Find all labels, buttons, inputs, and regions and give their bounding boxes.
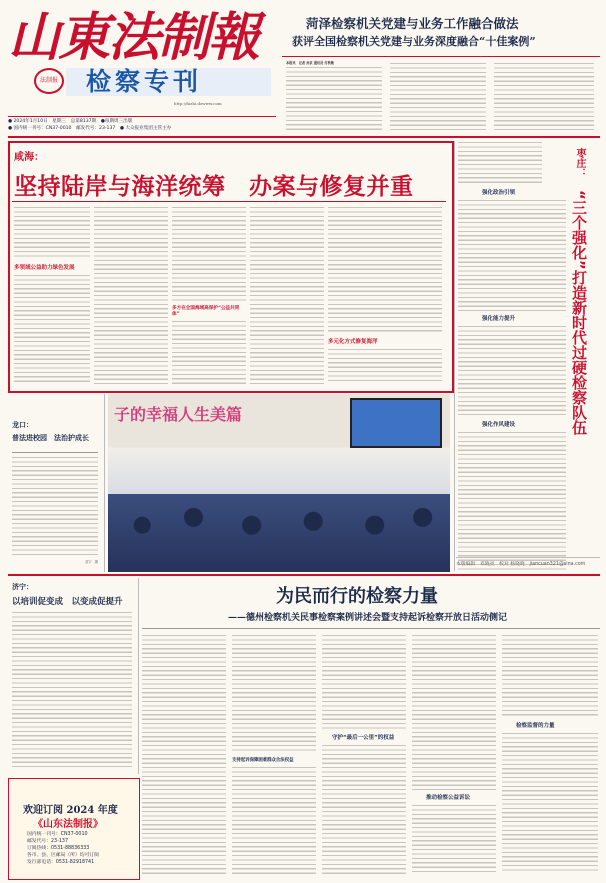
photo-caption-text [12, 456, 98, 556]
right-col-main [458, 188, 566, 558]
feature-sub-2: 守护“最后一公里”的权益 [332, 735, 395, 741]
commentary-col-4 [250, 206, 324, 384]
masthead-subtitle: 检察专刊 [86, 67, 203, 96]
feature-subtitle: ——德州检察机关民事检察案例讲述会暨支持起诉检察开放日活动侧记 [228, 613, 508, 623]
subscribe-title-2: 《山东法制报》 [33, 819, 103, 830]
bottom-left-article [8, 578, 139, 774]
subscribe-line-1 [27, 831, 99, 838]
commentary-col-1 [14, 206, 90, 384]
feature-rule [142, 628, 600, 629]
subscribe-lines [27, 831, 99, 866]
lead-body-col-2 [390, 62, 486, 132]
lead-body-col-3 [494, 62, 594, 132]
subscribe-l3-value: 0531-88836333 [51, 846, 90, 851]
feature-col-2 [232, 634, 316, 874]
commentary-sub-3: 多元化方式修复海洋 [328, 339, 378, 345]
commentary-title: 坚持陆岸与海洋统筹 办案与修复并重 [14, 174, 414, 200]
masthead-title: 山東法制報 [8, 7, 259, 68]
right-col-body-top [458, 141, 542, 185]
photo-credit: 苗宇 摄 [85, 560, 98, 564]
seal-text: 法制报 [39, 77, 58, 84]
subscribe-l3-label: 订阅热线： [27, 846, 51, 851]
commentary-col-5 [328, 206, 442, 384]
lead-title: 获评全国检察机关党建与业务深度融合“十佳案例” [292, 35, 536, 48]
subscribe-l1-value: CN37-0010 [60, 832, 88, 837]
editor-line: 本版编辑 邓晓亮 校对 杨晓晓 jiancuan321@sina.com [456, 557, 600, 567]
subscribe-title-1: 欢迎订阅 2024 年度 [23, 805, 118, 816]
commentary-kicker: 咸海： [14, 152, 44, 163]
commentary-sub-2: 多方在全国海域高保护“公益共同体” [172, 306, 240, 317]
commentary-sub-1: 多领域公益助力绿色发展 [14, 265, 75, 271]
bottom-left-body [12, 611, 132, 769]
issue-line-2: ● 国内统一刊号：CN37-0010 邮发代号：23-137 ● 大众报业集团主管主办 [8, 126, 172, 131]
school-photo [108, 394, 450, 572]
feature-sub-3: 推动检察公益诉讼 [426, 795, 471, 801]
issue-line-1: ● 2024年1月10日 星期三 总第8137期 ●每期周三出版 [8, 119, 133, 124]
lead-kicker: 菏泽检察机关党建与业务工作融合做法 [306, 16, 519, 31]
feature-sub-1: 支持起诉保障困难群众合法权益 [232, 758, 294, 763]
photo-caption-rule [12, 452, 98, 453]
subscribe-l5-value: 0531-82918741 [55, 860, 95, 865]
right-title: “三个强化”打造新时代过硬检察队伍 [570, 190, 588, 435]
lead-body-col-1 [286, 66, 382, 132]
bottom-left-title: 以培训促变成 以变成促提升 [12, 597, 123, 607]
masthead-url: http://fazhi.dzwww.com [174, 101, 222, 106]
subscribe-line-5 [27, 859, 99, 866]
photo-students [108, 494, 450, 572]
lead-divider [282, 56, 600, 57]
right-sub-2: 强化能力提升 [482, 316, 516, 322]
masthead-seal [34, 68, 64, 94]
top-divider [8, 136, 600, 138]
lead-author: 本报讯 记者 孙京 通讯员 付秋敏 [286, 61, 334, 65]
lead-article [282, 6, 600, 134]
right-col-divider [454, 141, 455, 571]
masthead [8, 6, 276, 124]
subscribe-l1-label: 国内统一刊号： [27, 832, 61, 837]
feature-article [142, 578, 600, 878]
subscribe-line-4: 各市、县、区邮局（所）均可订阅 [27, 853, 99, 858]
photo-screen [350, 398, 442, 448]
feature-col-1 [142, 634, 226, 874]
right-kicker: 枣庄： [574, 148, 585, 178]
feature-sub-4: 检察监督的力量 [516, 723, 555, 729]
feature-col-4 [412, 634, 496, 874]
photo-banner: 子的幸福人生美篇 [114, 405, 243, 424]
subscribe-line-2 [27, 838, 99, 845]
mid-divider [8, 574, 600, 576]
photo-caption-box [8, 394, 105, 572]
commentary-col-2 [94, 206, 168, 384]
subscribe-ad [8, 778, 140, 880]
photo-title: 普法进校园 法治护成长 [12, 433, 89, 442]
photo-location: 龙口： [12, 420, 33, 429]
subscribe-l2-value: 23-137 [51, 839, 68, 844]
subscribe-l2-label: 邮发代号： [27, 839, 51, 844]
feature-col-3 [322, 634, 406, 874]
right-sub-1: 强化政治引领 [482, 190, 516, 196]
commentary-rule [12, 201, 446, 202]
bottom-left-kicker: 济宁： [12, 582, 33, 591]
feature-title: 为民而行的检察力量 [276, 586, 438, 607]
subscribe-l5-label: 发行部电话： [27, 860, 56, 865]
feature-col-5 [502, 634, 598, 874]
issue-bar [8, 116, 276, 135]
subscribe-line-3 [27, 845, 99, 852]
commentary-col-3 [172, 206, 246, 384]
right-sub-3: 强化作风建设 [482, 422, 516, 428]
